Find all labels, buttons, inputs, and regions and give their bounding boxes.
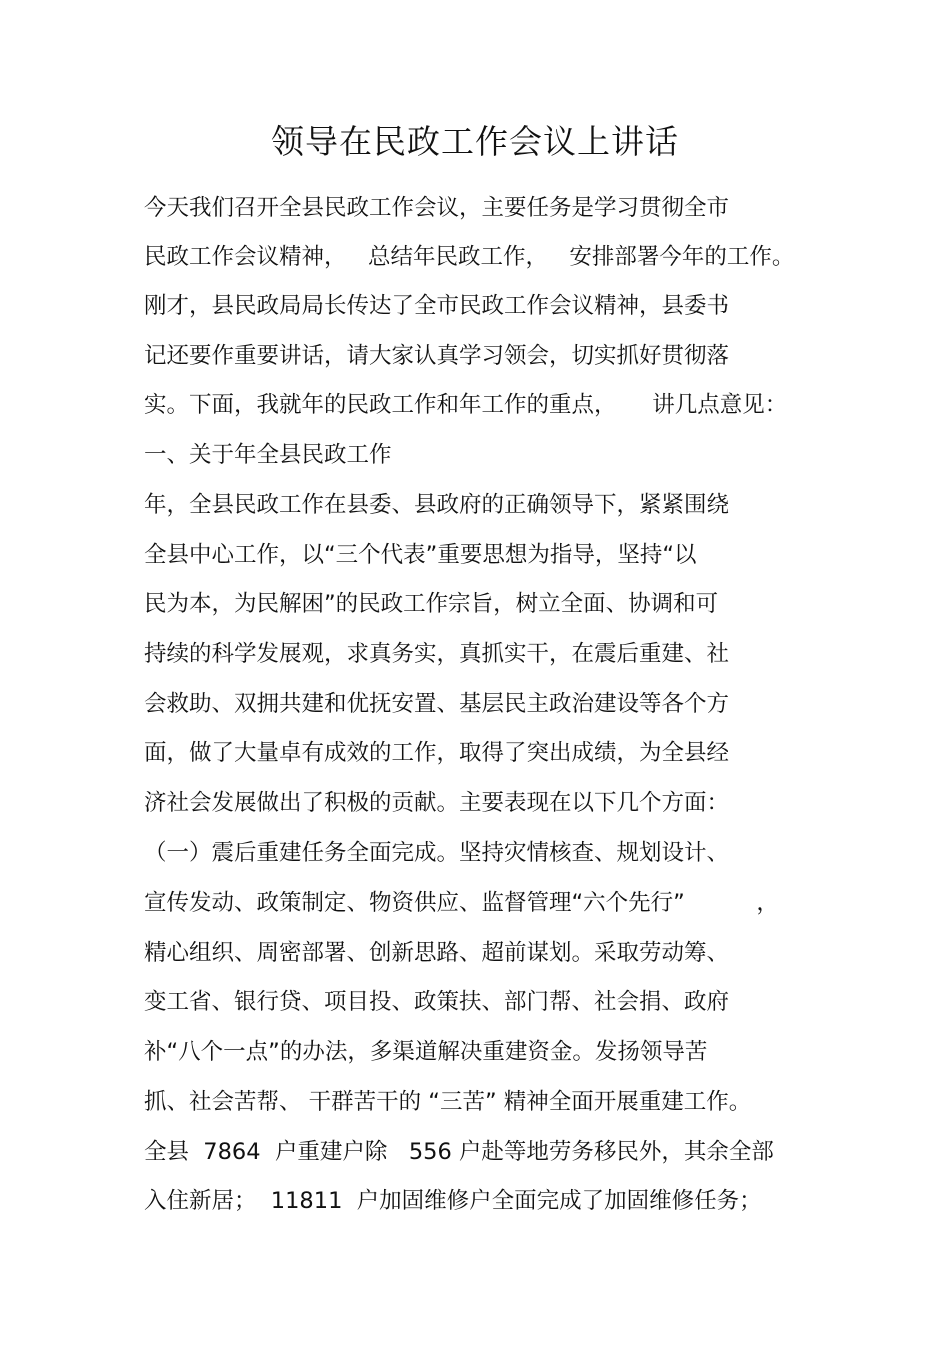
body-line: 民政工作会议精神， 总结年民政工作， 安排部署今年的工作。: [144, 244, 795, 270]
section-heading: 一、关于年全县民政工作: [144, 442, 392, 468]
body-line: 变工省、银行贷、项目投、政策扶、部门帮、社会捐、政府: [144, 989, 730, 1015]
body-line: 民为本，为民解困”的民政工作宗旨，树立全面、协调和可: [144, 591, 719, 617]
body-line: 面，做了大量卓有成效的工作，取得了突出成绩，为全县经: [144, 740, 730, 766]
body-line: 持续的科学发展观，求真务实，真抓实干，在震后重建、社: [144, 641, 730, 667]
body-line: 年，全县民政工作在县委、县政府的正确领导下，紧紧围绕: [144, 492, 730, 518]
body-line: 精心组织、周密部署、创新思路、超前谋划。采取劳动筹、: [144, 940, 730, 966]
body-line: 全县 7864 户重建户除 556 户赴等地劳务移民外，其余全部: [144, 1139, 774, 1165]
subsection-line: （一）震后重建任务全面完成。坚持灾情核查、规划设计、: [144, 840, 730, 866]
body-line: 宣传发动、政策制定、物资供应、监督管理“六个先行” ，: [144, 890, 779, 916]
body-line: 会救助、双拥共建和优抚安置、基层民主政治建设等各个方: [144, 691, 730, 717]
body-line: 全县中心工作，以“三个代表”重要思想为指导，坚持“以: [144, 542, 697, 568]
body-line: 实。下面，我就年的民政工作和年工作的重点， 讲几点意见：: [144, 392, 788, 418]
body-line: 补“八个一点”的办法，多渠道解决重建资金。发扬领导苦: [144, 1039, 708, 1065]
body-line: 刚才，县民政局局长传达了全市民政工作会议精神，县委书: [144, 293, 730, 319]
body-line: 今天我们召开全县民政工作会议，主要任务是学习贯彻全市: [144, 195, 730, 221]
body-line: 抓、社会苦帮、 干群苦干的 “三苦” 精神全面开展重建工作。: [144, 1089, 752, 1115]
body-line: 记还要作重要讲话，请大家认真学习领会，切实抓好贯彻落: [144, 343, 730, 369]
body-line: 济社会发展做出了积极的贡献。主要表现在以下几个方面：: [144, 790, 730, 816]
document-title: 领导在民政工作会议上讲话: [271, 122, 679, 161]
body-line: 入住新居； 11811 户加固维修户全面完成了加固维修任务；: [144, 1188, 762, 1214]
